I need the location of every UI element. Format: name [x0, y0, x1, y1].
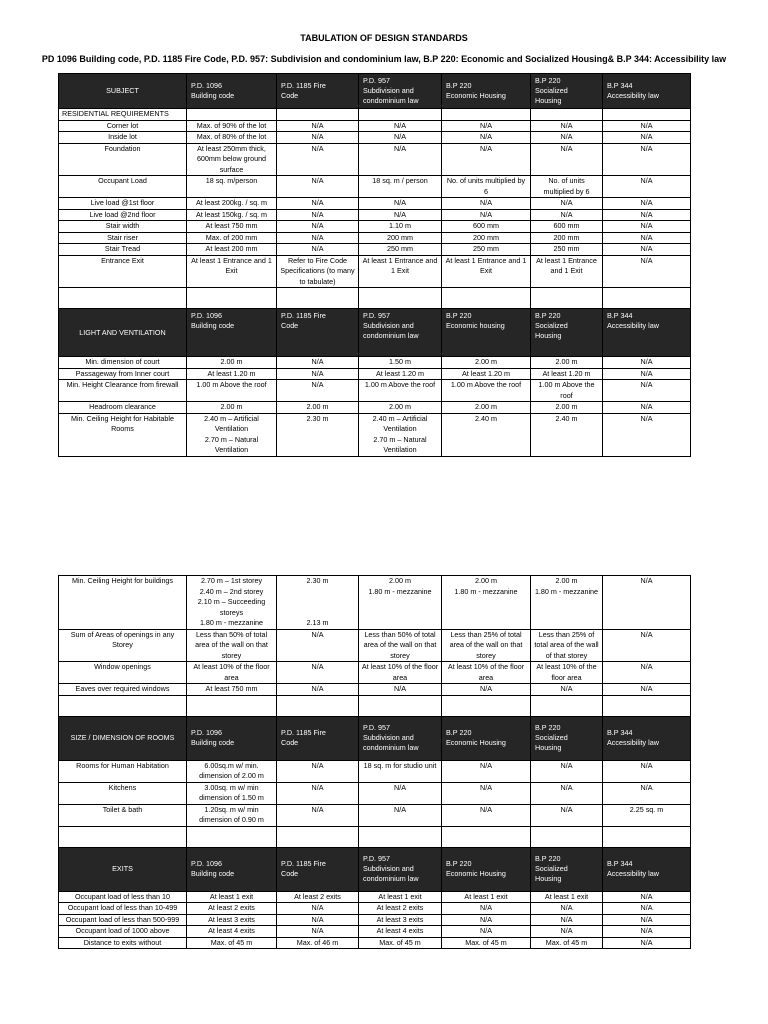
- table-cell: 200 mm: [359, 232, 442, 244]
- table-cell: N/A: [359, 132, 442, 144]
- table-cell: 6.00sq.m w/ min. dimension of 2.00 m: [187, 760, 277, 782]
- table-cell: 1.00 m Above the roof: [359, 380, 442, 402]
- table-cell: At least 1 exit: [531, 891, 603, 903]
- row-label: Rooms for Human Habitation: [59, 760, 187, 782]
- table-cell: 1.00 m Above the roof: [187, 380, 277, 402]
- row-label: Distance to exits without: [59, 937, 187, 949]
- table-cell: Max. of 45 m: [359, 937, 442, 949]
- table-cell: N/A: [442, 804, 531, 826]
- light-rows: [59, 357, 691, 457]
- table-cell: At least 3 exits: [187, 914, 277, 926]
- document-title: TABULATION OF DESIGN STANDARDS: [300, 33, 468, 43]
- table-cell: Less than 25% of total area of the wall of that storey: [531, 629, 603, 662]
- table-cell: At least 2 exits: [277, 891, 359, 903]
- section-title-residential: RESIDENTIAL REQUIREMENTS: [59, 109, 187, 121]
- table-row: [59, 368, 691, 380]
- row-label: Eaves over required windows: [59, 684, 187, 696]
- spacer-row: [59, 288, 691, 309]
- table-cell: 600 mm: [442, 221, 531, 233]
- table-cell: N/A: [603, 357, 691, 369]
- table-row: [59, 782, 691, 804]
- row-label: Stair Tread: [59, 244, 187, 256]
- table-cell: Less than 50% of total area of the wall on that storey: [359, 629, 442, 662]
- row-label: Min. Ceiling Height for buildings: [59, 576, 187, 630]
- table-cell: 2.00 m: [442, 402, 531, 414]
- table-cell: N/A: [277, 244, 359, 256]
- spacer-row: [59, 695, 691, 716]
- table-cell: N/A: [603, 368, 691, 380]
- table-cell: At least 4 exits: [187, 926, 277, 938]
- table-cell: N/A: [603, 782, 691, 804]
- header-cell: B.P 220 Socialized Housing: [531, 74, 603, 109]
- table-cell: N/A: [359, 143, 442, 176]
- table-cell: 200 mm: [442, 232, 531, 244]
- table-cell: N/A: [603, 926, 691, 938]
- table-cell: At least 200 mm: [187, 244, 277, 256]
- table-cell: N/A: [531, 903, 603, 915]
- table-cell: At least 4 exits: [359, 926, 442, 938]
- standards-table-bottom: [58, 575, 691, 949]
- row-label: Stair riser: [59, 232, 187, 244]
- table-row: [59, 176, 691, 198]
- row-label: Min. Ceiling Height for Habitable Rooms: [59, 413, 187, 456]
- table-cell: N/A: [277, 926, 359, 938]
- table-row: [59, 413, 691, 456]
- row-label: Occupant load of less than 500-999: [59, 914, 187, 926]
- table-cell: 18 sq. m / person: [359, 176, 442, 198]
- table-cell: 3.00sq. m w/ min dimension of 1.50 m: [187, 782, 277, 804]
- table-cell: N/A: [277, 914, 359, 926]
- table-cell: N/A: [277, 368, 359, 380]
- table-row: [59, 143, 691, 176]
- table-row: [59, 198, 691, 210]
- table-cell: 2.00 m: [187, 357, 277, 369]
- table-cell: At least 10% of the floor area: [359, 662, 442, 684]
- table-cell: N/A: [603, 255, 691, 288]
- table-cell: N/A: [603, 132, 691, 144]
- table-cell: N/A: [603, 891, 691, 903]
- header-cell: B.P 344 Accessibility law: [603, 74, 691, 109]
- table-cell: N/A: [277, 209, 359, 221]
- row-label: Headroom clearance: [59, 402, 187, 414]
- residential-rows: [59, 120, 691, 288]
- row-label: Min. dimension of court: [59, 357, 187, 369]
- table-cell: At least 1 exit: [359, 891, 442, 903]
- table-cell: 2.70 m – 1st storey 2.40 m – 2nd storey 2.10 m – Succeeding storeys 1.80 m - mezzanine: [187, 576, 277, 630]
- table-cell: N/A: [442, 926, 531, 938]
- table-cell: 2.00 m: [187, 402, 277, 414]
- table-row: [59, 221, 691, 233]
- table-row: [59, 380, 691, 402]
- table-cell: At least 1 Entrance and 1 Exit: [442, 255, 531, 288]
- table-cell: N/A: [603, 232, 691, 244]
- table-cell: At least 750 mm: [187, 221, 277, 233]
- row-label: Occupant load of less than 10: [59, 891, 187, 903]
- header-row: [59, 74, 691, 109]
- table-cell: N/A: [359, 120, 442, 132]
- table-cell: N/A: [277, 380, 359, 402]
- header-cell: B.P 220 Socialized Housing: [531, 716, 603, 760]
- table-row: [59, 914, 691, 926]
- table-cell: N/A: [603, 629, 691, 662]
- table-cell: No. of units multiplied by 6: [442, 176, 531, 198]
- header-cell: P.D. 1185 Fire Code: [277, 74, 359, 109]
- table-cell: N/A: [442, 903, 531, 915]
- table-cell: N/A: [531, 143, 603, 176]
- header-cell: B.P 220 Economic Housing: [442, 847, 531, 891]
- table-cell: 2.30 m 2.13 m: [277, 576, 359, 630]
- table-cell: 1.10 m: [359, 221, 442, 233]
- header-row: [59, 716, 691, 760]
- table-cell: At least 250mm thick, 600mm below ground surface: [187, 143, 277, 176]
- row-label: Foundation: [59, 143, 187, 176]
- document-subtitle: PD 1096 Building code, P.D. 1185 Fire Code, P.D. 957: Subdivision and condominium law, B.P 220: Economic and Socialized Housing& B.P 344: Accessibility law: [41, 54, 727, 64]
- table-cell: At least 1.20 m: [531, 368, 603, 380]
- table-cell: Less than 25% of total area of the wall on that storey: [442, 629, 531, 662]
- table-cell: 2.00 m: [359, 402, 442, 414]
- spacer-row: [59, 826, 691, 847]
- standards-table-top: [58, 73, 691, 457]
- section-title-exits: EXITS: [59, 847, 187, 891]
- exits-rows: [59, 891, 691, 949]
- ceiling-rows: [59, 576, 691, 696]
- table-cell: N/A: [442, 760, 531, 782]
- header-cell: P.D. 1096 Building code: [187, 74, 277, 109]
- table-cell: N/A: [531, 782, 603, 804]
- table-cell: N/A: [442, 209, 531, 221]
- table-cell: N/A: [359, 684, 442, 696]
- table-cell: 250 mm: [359, 244, 442, 256]
- row-label: Stair width: [59, 221, 187, 233]
- row-label: Passageway from Inner court: [59, 368, 187, 380]
- header-cell: P.D. 1185 Fire Code: [277, 716, 359, 760]
- row-label: Live load @2nd floor: [59, 209, 187, 221]
- header-cell: P.D. 1185 Fire Code: [277, 847, 359, 891]
- table-cell: Max. of 200 mm: [187, 232, 277, 244]
- table-cell: N/A: [442, 198, 531, 210]
- table-cell: N/A: [603, 198, 691, 210]
- table-cell: At least 3 exits: [359, 914, 442, 926]
- table-cell: N/A: [531, 914, 603, 926]
- header-cell: P.D. 957 Subdivision and condominium law: [359, 716, 442, 760]
- table-row: [59, 402, 691, 414]
- header-cell: B.P 344 Accessibility law: [603, 309, 691, 357]
- table-row: [59, 120, 691, 132]
- table-row: [59, 891, 691, 903]
- table-cell: At least 10% of the floor area: [187, 662, 277, 684]
- table-cell: N/A: [603, 221, 691, 233]
- row-label: Live load @1st floor: [59, 198, 187, 210]
- table-cell: N/A: [277, 198, 359, 210]
- size-rows: [59, 760, 691, 826]
- table-cell: Max. of 90% of the lot: [187, 120, 277, 132]
- table-cell: At least 10% of the floor area: [531, 662, 603, 684]
- table-cell: 2.00 m 1.80 m - mezzanine: [531, 576, 603, 630]
- table-cell: N/A: [603, 914, 691, 926]
- table-cell: Less than 50% of total area of the wall on that storey: [187, 629, 277, 662]
- table-row: [59, 684, 691, 696]
- table-cell: N/A: [442, 120, 531, 132]
- table-cell: N/A: [277, 760, 359, 782]
- header-cell: P.D. 1096 Building code: [187, 716, 277, 760]
- table-cell: 250 mm: [442, 244, 531, 256]
- table-cell: At least 750 mm: [187, 684, 277, 696]
- row-label: Window openings: [59, 662, 187, 684]
- table-cell: Max. of 80% of the lot: [187, 132, 277, 144]
- table-cell: At least 10% of the floor area: [442, 662, 531, 684]
- table-cell: N/A: [531, 684, 603, 696]
- table-cell: At least 200kg. / sq. m: [187, 198, 277, 210]
- table-row: [59, 662, 691, 684]
- table-cell: N/A: [531, 804, 603, 826]
- table-cell: N/A: [442, 143, 531, 176]
- table-cell: 250 mm: [531, 244, 603, 256]
- table-cell: 2.00 m: [277, 402, 359, 414]
- table-cell: 18 sq. m/person: [187, 176, 277, 198]
- table-row: [59, 244, 691, 256]
- table-cell: N/A: [531, 926, 603, 938]
- table-cell: N/A: [531, 760, 603, 782]
- header-cell: B.P 344 Accessibility law: [603, 716, 691, 760]
- table-cell: Max. of 45 m: [442, 937, 531, 949]
- table-row: [59, 926, 691, 938]
- table-cell: N/A: [603, 576, 691, 630]
- table-cell: N/A: [603, 244, 691, 256]
- row-label: Kitchens: [59, 782, 187, 804]
- table-cell: N/A: [277, 804, 359, 826]
- table-cell: N/A: [603, 402, 691, 414]
- table-cell: N/A: [603, 176, 691, 198]
- table-cell: N/A: [603, 120, 691, 132]
- table-cell: N/A: [277, 176, 359, 198]
- table-cell: N/A: [603, 209, 691, 221]
- header-cell: P.D. 1096 Building code: [187, 847, 277, 891]
- table-cell: N/A: [603, 760, 691, 782]
- table-cell: N/A: [442, 782, 531, 804]
- table-cell: N/A: [277, 143, 359, 176]
- table-cell: N/A: [277, 232, 359, 244]
- header-cell: B.P 220 Socialized Housing: [531, 847, 603, 891]
- table-cell: 1.00 m Above the roof: [531, 380, 603, 402]
- section-title-size: SIZE / DIMENSION OF ROOMS: [59, 716, 187, 760]
- table-cell: N/A: [277, 903, 359, 915]
- section-row: [59, 109, 691, 121]
- header-cell: P.D. 957 Subdivision and condominium law: [359, 847, 442, 891]
- header-cell: B.P 220 Economic housing: [442, 309, 531, 357]
- table-cell: N/A: [359, 198, 442, 210]
- table-cell: Max. of 45 m: [531, 937, 603, 949]
- table-row: [59, 132, 691, 144]
- table-cell: 600 mm: [531, 221, 603, 233]
- table-row: [59, 209, 691, 221]
- table-cell: N/A: [277, 629, 359, 662]
- table-cell: 1.20sq. m w/ min dimension of 0.90 m: [187, 804, 277, 826]
- header-cell: P.D. 1185 Fire Code: [277, 309, 359, 357]
- header-cell: P.D. 1096 Building code: [187, 309, 277, 357]
- table-cell: Max. of 45 m: [187, 937, 277, 949]
- table-cell: 2.00 m: [531, 402, 603, 414]
- header-cell: B.P 344 Accessibility law: [603, 847, 691, 891]
- table-cell: N/A: [277, 132, 359, 144]
- row-label: Min. Height Clearance from firewall: [59, 380, 187, 402]
- table-cell: At least 1 Entrance and 1 Exit: [531, 255, 603, 288]
- table-cell: N/A: [531, 198, 603, 210]
- table-cell: 2.40 m: [442, 413, 531, 456]
- table-cell: N/A: [603, 903, 691, 915]
- table-cell: N/A: [277, 221, 359, 233]
- header-cell: P.D. 957 Subdivision and condominium law: [359, 309, 442, 357]
- table-cell: N/A: [277, 662, 359, 684]
- table-cell: Refer to Fire Code Specifications (to many to tabulate): [277, 255, 359, 288]
- table-cell: 18 sq. m for studio unit: [359, 760, 442, 782]
- table-row: [59, 903, 691, 915]
- row-label: Entrance Exit: [59, 255, 187, 288]
- table-cell: At least 150kg. / sq. m: [187, 209, 277, 221]
- table-cell: N/A: [442, 132, 531, 144]
- table-cell: N/A: [277, 684, 359, 696]
- table-row: [59, 629, 691, 662]
- table-cell: N/A: [359, 782, 442, 804]
- table-cell: Max. of 46 m: [277, 937, 359, 949]
- header-cell: B.P 220 Economic Housing: [442, 716, 531, 760]
- table-row: [59, 804, 691, 826]
- table-cell: 2.30 m: [277, 413, 359, 456]
- table-cell: N/A: [603, 143, 691, 176]
- header-cell: P.D. 957 Subdivision and condominium law: [359, 74, 442, 109]
- row-label: Toilet & bath: [59, 804, 187, 826]
- table-cell: 2.00 m: [442, 357, 531, 369]
- table-cell: 2.00 m 1.80 m - mezzanine: [359, 576, 442, 630]
- table-cell: 2.00 m 1.80 m - mezzanine: [442, 576, 531, 630]
- table-cell: At least 1.20 m: [359, 368, 442, 380]
- table-cell: 2.40 m – Artificial Ventilation 2.70 m – Natural Ventilation: [187, 413, 277, 456]
- header-cell: B.P 220 Socialized Housing: [531, 309, 603, 357]
- subject-header: SUBJECT: [59, 74, 187, 109]
- table-cell: At least 2 exits: [187, 903, 277, 915]
- table-cell: N/A: [603, 380, 691, 402]
- table-row: [59, 576, 691, 630]
- table-cell: At least 1 Entrance and 1 Exit: [359, 255, 442, 288]
- table-cell: N/A: [277, 357, 359, 369]
- row-label: Occupant load of 1000 above: [59, 926, 187, 938]
- table-cell: At least 2 exits: [359, 903, 442, 915]
- section-title-light: LIGHT AND VENTILATION: [59, 309, 187, 357]
- table-cell: N/A: [531, 132, 603, 144]
- row-label: Occupant load of less than 10-499: [59, 903, 187, 915]
- row-label: Corner lot: [59, 120, 187, 132]
- table-cell: N/A: [442, 914, 531, 926]
- table-cell: 2.25 sq. m: [603, 804, 691, 826]
- table-cell: N/A: [442, 684, 531, 696]
- table-cell: 2.40 m: [531, 413, 603, 456]
- table-cell: N/A: [603, 662, 691, 684]
- row-label: Inside lot: [59, 132, 187, 144]
- table-cell: N/A: [277, 120, 359, 132]
- table-cell: N/A: [359, 209, 442, 221]
- table-cell: 2.00 m: [531, 357, 603, 369]
- row-label: Sum of Areas of openings in any Storey: [59, 629, 187, 662]
- header-row: [59, 309, 691, 357]
- header-row: [59, 847, 691, 891]
- table-cell: N/A: [603, 413, 691, 456]
- table-row: [59, 357, 691, 369]
- table-cell: N/A: [277, 782, 359, 804]
- table-cell: 200 mm: [531, 232, 603, 244]
- table-cell: At least 1 exit: [442, 891, 531, 903]
- table-row: [59, 937, 691, 949]
- table-cell: 2.40 m – Artificial Ventilation 2.70 m – Natural Ventilation: [359, 413, 442, 456]
- table-row: [59, 760, 691, 782]
- table-cell: N/A: [531, 209, 603, 221]
- table-cell: At least 1 exit: [187, 891, 277, 903]
- table-cell: At least 1.20 m: [442, 368, 531, 380]
- table-cell: N/A: [603, 937, 691, 949]
- table-cell: At least 1.20 m: [187, 368, 277, 380]
- table-cell: No. of units multiplied by 6: [531, 176, 603, 198]
- table-cell: N/A: [603, 684, 691, 696]
- table-cell: N/A: [359, 804, 442, 826]
- table-cell: N/A: [531, 120, 603, 132]
- table-row: [59, 255, 691, 288]
- table-cell: 1.50 m: [359, 357, 442, 369]
- table-row: [59, 232, 691, 244]
- table-cell: At least 1 Entrance and 1 Exit: [187, 255, 277, 288]
- row-label: Occupant Load: [59, 176, 187, 198]
- header-cell: B.P 220 Economic Housing: [442, 74, 531, 109]
- table-cell: 1.00 m Above the roof: [442, 380, 531, 402]
